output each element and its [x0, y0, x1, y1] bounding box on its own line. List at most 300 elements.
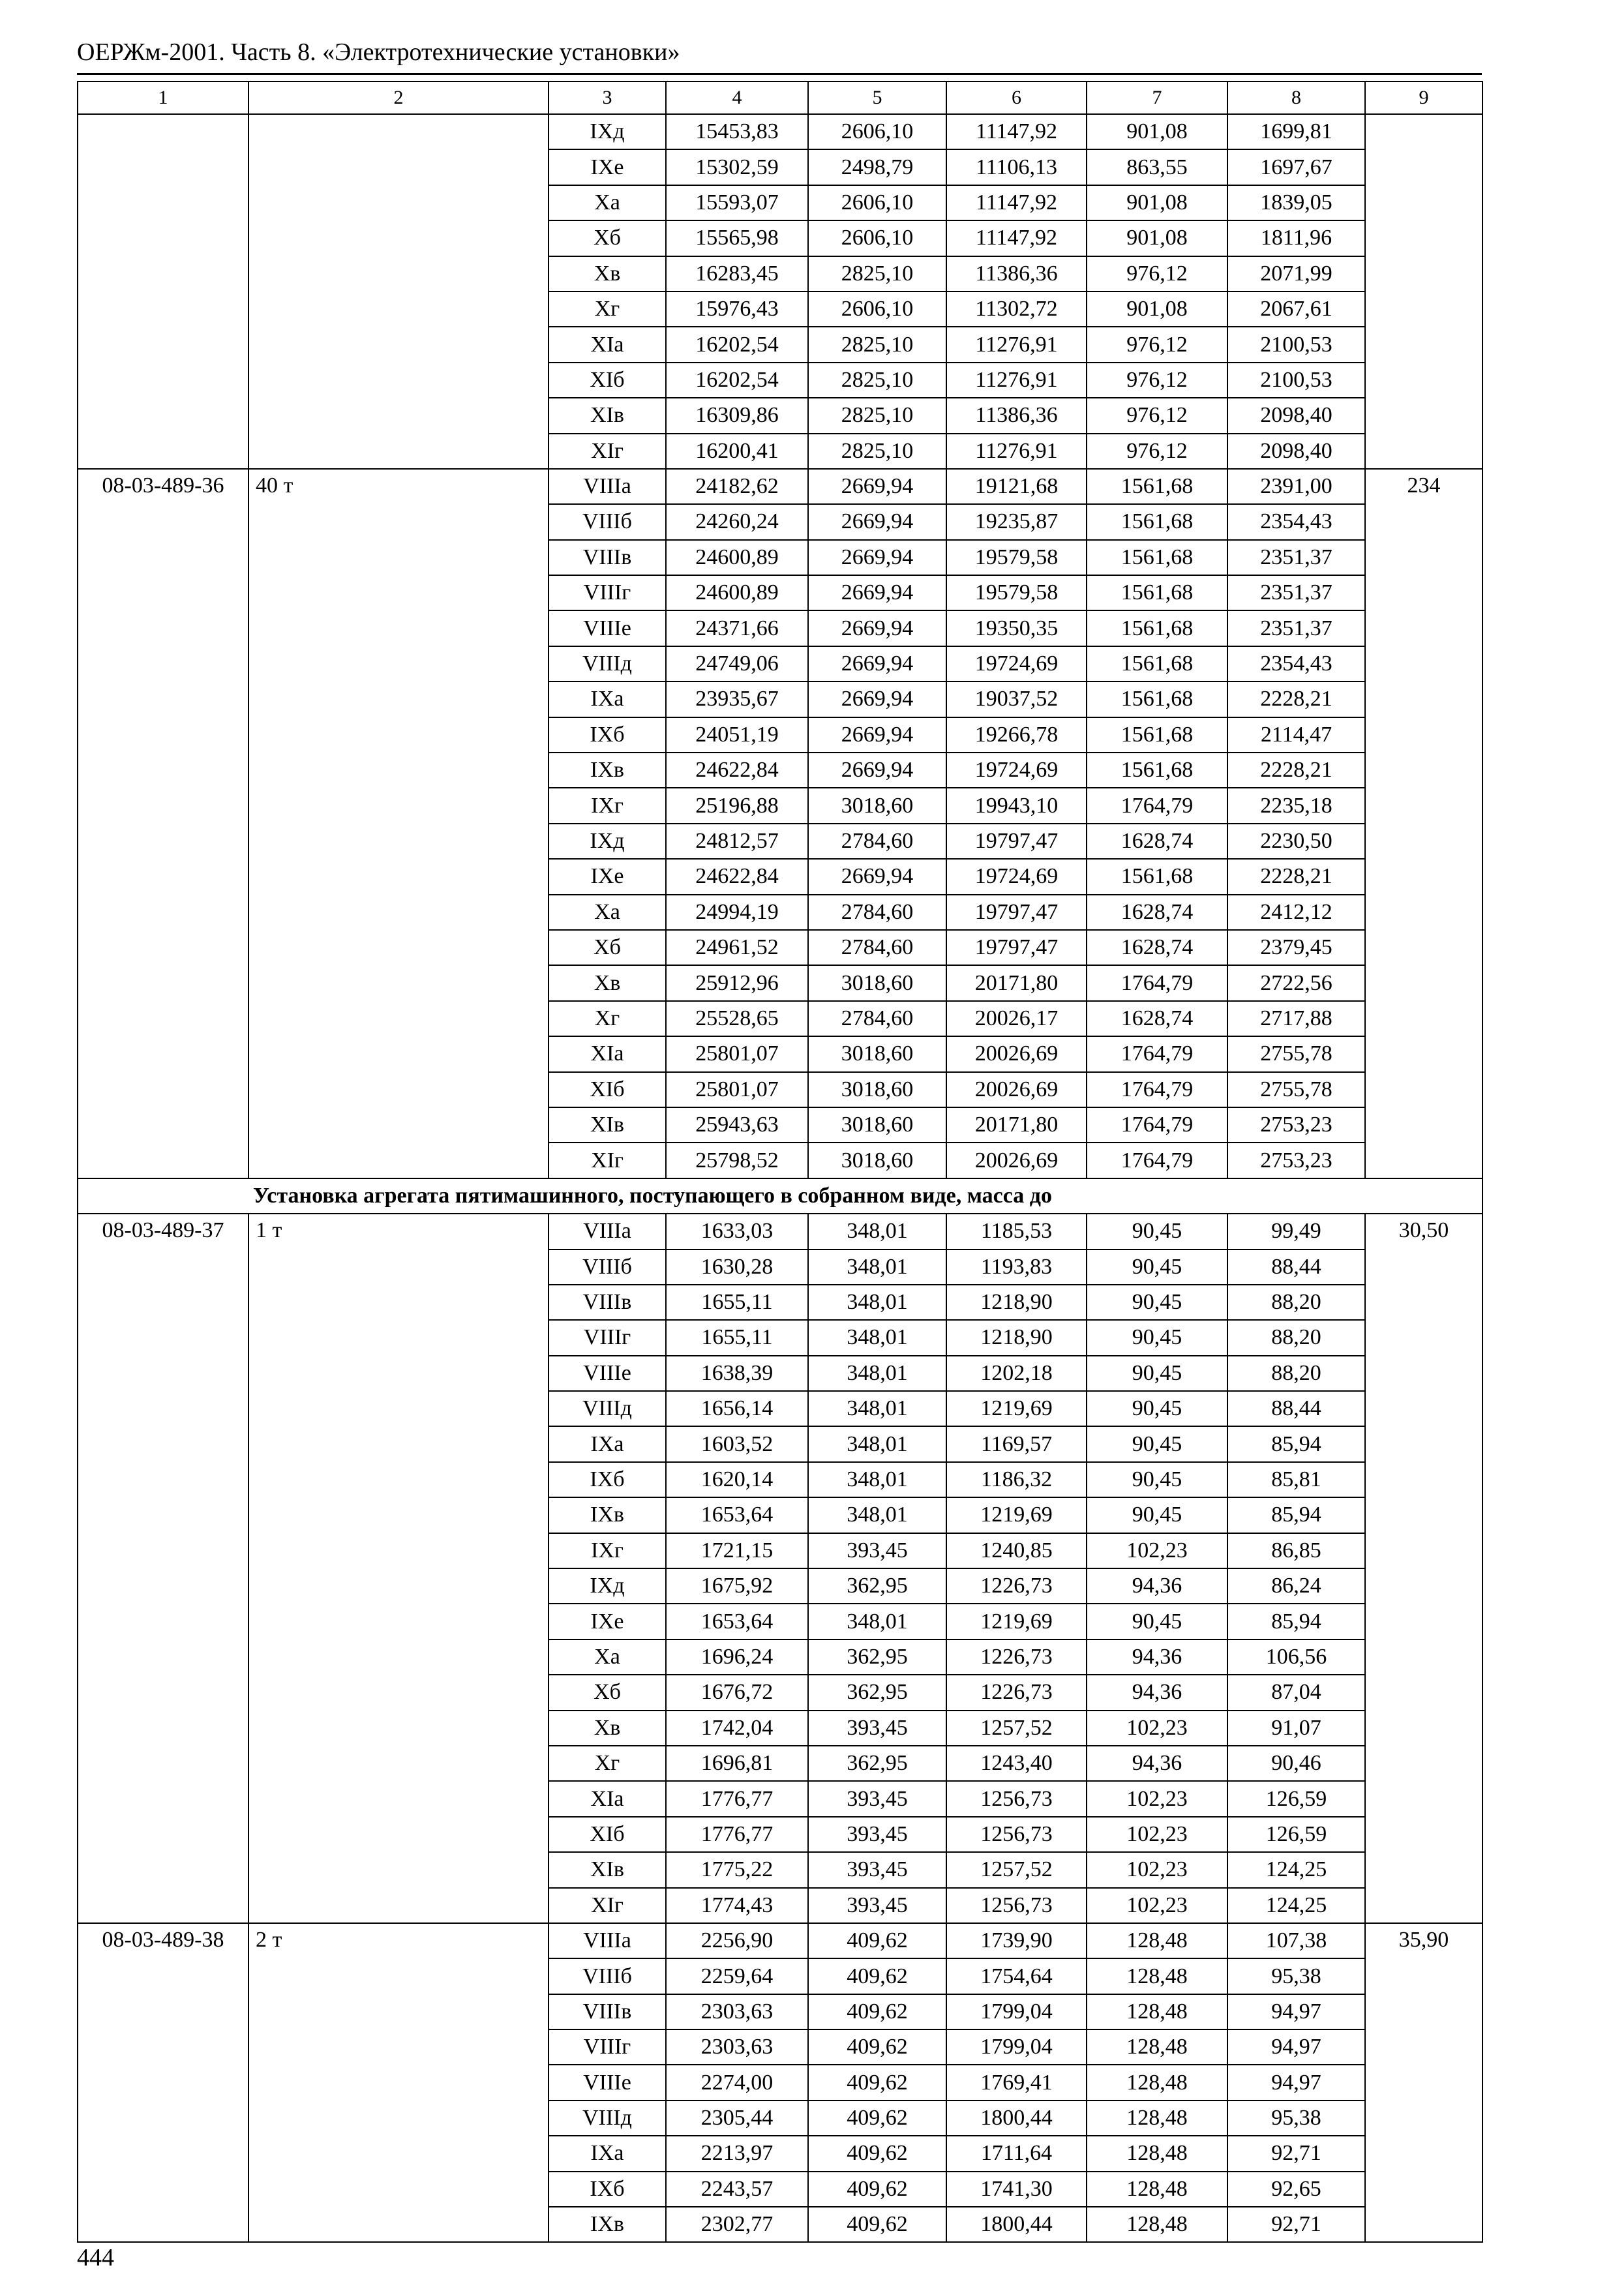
labor-cost: 2784,60	[808, 930, 946, 965]
rate-zone: XIг	[549, 1888, 666, 1923]
rate-zone: IXв	[549, 1497, 666, 1533]
total-cost: 24749,06	[666, 646, 808, 681]
labor-cost: 393,45	[808, 1781, 946, 1816]
machine-labor-cost: 90,45	[1087, 1462, 1227, 1497]
machine-labor-cost: 863,55	[1087, 149, 1227, 185]
total-cost: 1638,39	[666, 1356, 808, 1391]
rate-zone: VIIIб	[549, 1249, 666, 1285]
labor-cost: 2669,94	[808, 610, 946, 646]
material-cost: 2114,47	[1227, 717, 1365, 753]
machine-labor-cost: 901,08	[1087, 114, 1227, 149]
machine-cost: 19724,69	[946, 859, 1087, 894]
total-cost: 15976,43	[666, 292, 808, 327]
machine-cost: 1186,32	[946, 1462, 1087, 1497]
section-title: Установка агрегата пятимашинного, поступающего в собранном виде, масса до	[78, 1178, 1482, 1214]
machine-cost: 1240,85	[946, 1533, 1087, 1568]
material-cost: 2228,21	[1227, 681, 1365, 717]
machine-labor-cost: 976,12	[1087, 434, 1227, 469]
machine-cost: 19121,68	[946, 469, 1087, 504]
material-cost: 94,97	[1227, 1994, 1365, 2029]
machine-labor-cost: 1561,68	[1087, 610, 1227, 646]
rate-name	[248, 114, 549, 469]
material-cost: 2354,43	[1227, 504, 1365, 539]
total-cost: 25196,88	[666, 788, 808, 823]
machine-cost: 19797,47	[946, 824, 1087, 859]
material-cost: 106,56	[1227, 1639, 1365, 1675]
machine-cost: 19266,78	[946, 717, 1087, 753]
total-cost: 25912,96	[666, 965, 808, 1000]
labor-cost: 348,01	[808, 1426, 946, 1461]
material-cost: 2067,61	[1227, 292, 1365, 327]
total-cost: 24600,89	[666, 540, 808, 575]
rate-zone: VIIIе	[549, 1356, 666, 1391]
column-number: 2	[248, 82, 549, 114]
machine-labor-cost: 102,23	[1087, 1711, 1227, 1746]
material-cost: 1697,67	[1227, 149, 1365, 185]
machine-cost: 1256,73	[946, 1781, 1087, 1816]
material-cost: 2753,23	[1227, 1107, 1365, 1143]
machine-labor-cost: 1628,74	[1087, 1001, 1227, 1036]
section-row	[78, 1178, 1482, 1214]
material-cost: 94,97	[1227, 2029, 1365, 2065]
rate-code: 08-03-489-38	[78, 1923, 248, 2243]
material-cost: 2228,21	[1227, 753, 1365, 788]
column-number: 7	[1087, 82, 1227, 114]
labor-cost: 393,45	[808, 1711, 946, 1746]
material-cost: 91,07	[1227, 1711, 1365, 1746]
total-cost: 1675,92	[666, 1568, 808, 1604]
machine-labor-cost: 90,45	[1087, 1391, 1227, 1426]
machine-cost: 1256,73	[946, 1888, 1087, 1923]
labor-cost: 2669,94	[808, 753, 946, 788]
total-cost: 1776,77	[666, 1781, 808, 1816]
machine-cost: 19579,58	[946, 540, 1087, 575]
labor-cost: 409,62	[808, 2101, 946, 2136]
rate-zone: VIIIв	[549, 540, 666, 575]
machine-labor-cost: 1561,68	[1087, 717, 1227, 753]
rate-zone: IXд	[549, 114, 666, 149]
machine-labor-cost: 94,36	[1087, 1746, 1227, 1781]
material-cost: 2228,21	[1227, 859, 1365, 894]
labor-cost: 409,62	[808, 2207, 946, 2242]
total-cost: 1603,52	[666, 1426, 808, 1461]
machine-cost: 1219,69	[946, 1497, 1087, 1533]
material-cost: 2753,23	[1227, 1143, 1365, 1178]
rate-zone: VIIIд	[549, 2101, 666, 2136]
rate-name: 40 т	[248, 469, 549, 1178]
machine-cost: 11147,92	[946, 114, 1087, 149]
machine-labor-cost: 1628,74	[1087, 824, 1227, 859]
machine-labor-cost: 128,48	[1087, 2207, 1227, 2242]
machine-cost: 1202,18	[946, 1356, 1087, 1391]
machine-labor-cost: 1628,74	[1087, 930, 1227, 965]
machine-labor-cost: 90,45	[1087, 1214, 1227, 1249]
column-number: 6	[946, 82, 1087, 114]
equipment-mass	[1365, 114, 1482, 469]
machine-labor-cost: 128,48	[1087, 1958, 1227, 1994]
rate-zone: IXа	[549, 681, 666, 717]
total-cost: 1653,64	[666, 1604, 808, 1639]
rate-zone: XIб	[549, 1072, 666, 1107]
rate-zone: IXб	[549, 1462, 666, 1497]
machine-labor-cost: 90,45	[1087, 1320, 1227, 1355]
machine-labor-cost: 1561,68	[1087, 469, 1227, 504]
rate-zone: Xг	[549, 292, 666, 327]
machine-cost: 1219,69	[946, 1391, 1087, 1426]
material-cost: 2098,40	[1227, 398, 1365, 433]
labor-cost: 2784,60	[808, 824, 946, 859]
machine-labor-cost: 102,23	[1087, 1852, 1227, 1887]
column-number: 1	[78, 82, 248, 114]
material-cost: 2412,12	[1227, 895, 1365, 930]
material-cost: 90,46	[1227, 1746, 1365, 1781]
total-cost: 1696,81	[666, 1746, 808, 1781]
rate-zone: IXд	[549, 824, 666, 859]
machine-cost: 1741,30	[946, 2172, 1087, 2207]
total-cost: 2213,97	[666, 2136, 808, 2171]
machine-labor-cost: 90,45	[1087, 1497, 1227, 1533]
total-cost: 15565,98	[666, 220, 808, 256]
material-cost: 2100,53	[1227, 327, 1365, 362]
labor-cost: 3018,60	[808, 788, 946, 823]
material-cost: 2071,99	[1227, 256, 1365, 292]
total-cost: 15302,59	[666, 149, 808, 185]
material-cost: 2235,18	[1227, 788, 1365, 823]
machine-labor-cost: 1764,79	[1087, 965, 1227, 1000]
total-cost: 1633,03	[666, 1214, 808, 1249]
machine-labor-cost: 901,08	[1087, 220, 1227, 256]
rate-zone: XIг	[549, 1143, 666, 1178]
machine-labor-cost: 1561,68	[1087, 753, 1227, 788]
material-cost: 92,71	[1227, 2136, 1365, 2171]
machine-labor-cost: 128,48	[1087, 2101, 1227, 2136]
labor-cost: 348,01	[808, 1497, 946, 1533]
machine-cost: 1800,44	[946, 2101, 1087, 2136]
labor-cost: 2669,94	[808, 504, 946, 539]
material-cost: 85,94	[1227, 1426, 1365, 1461]
rate-zone: XIв	[549, 1852, 666, 1887]
material-cost: 2230,50	[1227, 824, 1365, 859]
machine-labor-cost: 94,36	[1087, 1568, 1227, 1604]
machine-labor-cost: 128,48	[1087, 2136, 1227, 2171]
rate-zone: Xб	[549, 220, 666, 256]
machine-cost: 19235,87	[946, 504, 1087, 539]
column-number: 5	[808, 82, 946, 114]
labor-cost: 348,01	[808, 1320, 946, 1355]
machine-labor-cost: 1561,68	[1087, 504, 1227, 539]
table-row	[78, 1923, 1482, 1958]
rate-zone: VIIIв	[549, 1285, 666, 1320]
machine-labor-cost: 128,48	[1087, 1923, 1227, 1958]
material-cost: 88,44	[1227, 1391, 1365, 1426]
machine-cost: 1226,73	[946, 1568, 1087, 1604]
labor-cost: 348,01	[808, 1214, 946, 1249]
total-cost: 2302,77	[666, 2207, 808, 2242]
total-cost: 1696,24	[666, 1639, 808, 1675]
rate-zone: Xв	[549, 965, 666, 1000]
labor-cost: 3018,60	[808, 1143, 946, 1178]
labor-cost: 348,01	[808, 1391, 946, 1426]
machine-labor-cost: 1764,79	[1087, 1036, 1227, 1071]
labor-cost: 2825,10	[808, 398, 946, 433]
material-cost: 88,20	[1227, 1285, 1365, 1320]
machine-cost: 1226,73	[946, 1639, 1087, 1675]
machine-cost: 11386,36	[946, 398, 1087, 433]
machine-cost: 20171,80	[946, 965, 1087, 1000]
rate-zone: IXг	[549, 788, 666, 823]
rate-zone: XIа	[549, 1036, 666, 1071]
labor-cost: 2669,94	[808, 646, 946, 681]
rate-zone: XIв	[549, 1107, 666, 1143]
total-cost: 1742,04	[666, 1711, 808, 1746]
labor-cost: 3018,60	[808, 1072, 946, 1107]
machine-cost: 1256,73	[946, 1817, 1087, 1852]
rate-zone: VIIIг	[549, 575, 666, 610]
labor-cost: 2784,60	[808, 895, 946, 930]
total-cost: 2305,44	[666, 2101, 808, 2136]
labor-cost: 409,62	[808, 2172, 946, 2207]
total-cost: 2303,63	[666, 2029, 808, 2065]
machine-labor-cost: 1561,68	[1087, 575, 1227, 610]
rate-zone: IXе	[549, 859, 666, 894]
column-number-row	[78, 82, 1482, 114]
total-cost: 2256,90	[666, 1923, 808, 1958]
labor-cost: 2606,10	[808, 185, 946, 220]
material-cost: 2717,88	[1227, 1001, 1365, 1036]
labor-cost: 362,95	[808, 1675, 946, 1710]
machine-labor-cost: 102,23	[1087, 1533, 1227, 1568]
labor-cost: 348,01	[808, 1462, 946, 1497]
rate-zone: Xг	[549, 1746, 666, 1781]
material-cost: 1699,81	[1227, 114, 1365, 149]
machine-cost: 11386,36	[946, 256, 1087, 292]
material-cost: 2722,56	[1227, 965, 1365, 1000]
rate-zone: Xа	[549, 185, 666, 220]
total-cost: 15453,83	[666, 114, 808, 149]
rate-code: 08-03-489-37	[78, 1214, 248, 1923]
material-cost: 88,20	[1227, 1320, 1365, 1355]
rate-zone: VIIIд	[549, 646, 666, 681]
machine-labor-cost: 1764,79	[1087, 1143, 1227, 1178]
machine-labor-cost: 1628,74	[1087, 895, 1227, 930]
rate-name: 2 т	[248, 1923, 549, 2243]
total-cost: 24600,89	[666, 575, 808, 610]
rate-zone: IXв	[549, 2207, 666, 2242]
total-cost: 23935,67	[666, 681, 808, 717]
machine-labor-cost: 90,45	[1087, 1249, 1227, 1285]
rate-zone: VIIIе	[549, 610, 666, 646]
rate-zone: VIIIа	[549, 1214, 666, 1249]
rate-name: 1 т	[248, 1214, 549, 1923]
total-cost: 16200,41	[666, 434, 808, 469]
labor-cost: 362,95	[808, 1639, 946, 1675]
total-cost: 16283,45	[666, 256, 808, 292]
column-number: 9	[1365, 82, 1482, 114]
machine-cost: 1754,64	[946, 1958, 1087, 1994]
total-cost: 16202,54	[666, 363, 808, 398]
machine-labor-cost: 90,45	[1087, 1356, 1227, 1391]
labor-cost: 409,62	[808, 1923, 946, 1958]
total-cost: 2243,57	[666, 2172, 808, 2207]
total-cost: 24260,24	[666, 504, 808, 539]
total-cost: 25943,63	[666, 1107, 808, 1143]
machine-labor-cost: 1764,79	[1087, 1072, 1227, 1107]
machine-cost: 20026,17	[946, 1001, 1087, 1036]
page-number: 444	[77, 2244, 114, 2271]
header-rule	[77, 73, 1482, 75]
rate-zone: IXб	[549, 2172, 666, 2207]
labor-cost: 409,62	[808, 2136, 946, 2171]
rate-zone: XIа	[549, 327, 666, 362]
rate-zone: XIа	[549, 1781, 666, 1816]
machine-labor-cost: 976,12	[1087, 256, 1227, 292]
machine-cost: 11147,92	[946, 220, 1087, 256]
rate-zone: VIIIд	[549, 1391, 666, 1426]
material-cost: 124,25	[1227, 1888, 1365, 1923]
rate-zone: Xа	[549, 895, 666, 930]
material-cost: 1811,96	[1227, 220, 1365, 256]
labor-cost: 2825,10	[808, 327, 946, 362]
labor-cost: 2669,94	[808, 681, 946, 717]
labor-cost: 393,45	[808, 1888, 946, 1923]
total-cost: 24961,52	[666, 930, 808, 965]
total-cost: 2259,64	[666, 1958, 808, 1994]
material-cost: 1839,05	[1227, 185, 1365, 220]
rate-zone: Xб	[549, 930, 666, 965]
material-cost: 92,71	[1227, 2207, 1365, 2242]
total-cost: 1620,14	[666, 1462, 808, 1497]
rate-zone: VIIIа	[549, 469, 666, 504]
labor-cost: 348,01	[808, 1285, 946, 1320]
total-cost: 24371,66	[666, 610, 808, 646]
machine-cost: 1739,90	[946, 1923, 1087, 1958]
total-cost: 1655,11	[666, 1320, 808, 1355]
labor-cost: 3018,60	[808, 965, 946, 1000]
rates-table	[77, 81, 1483, 2243]
machine-cost: 1219,69	[946, 1604, 1087, 1639]
material-cost: 2351,37	[1227, 610, 1365, 646]
machine-cost: 1257,52	[946, 1711, 1087, 1746]
machine-cost: 1218,90	[946, 1285, 1087, 1320]
material-cost: 85,94	[1227, 1497, 1365, 1533]
material-cost: 2100,53	[1227, 363, 1365, 398]
machine-cost: 1185,53	[946, 1214, 1087, 1249]
material-cost: 124,25	[1227, 1852, 1365, 1887]
machine-labor-cost: 901,08	[1087, 185, 1227, 220]
rate-zone: IXб	[549, 717, 666, 753]
material-cost: 94,97	[1227, 2065, 1365, 2100]
labor-cost: 2669,94	[808, 575, 946, 610]
labor-cost: 2825,10	[808, 434, 946, 469]
column-number: 3	[549, 82, 666, 114]
labor-cost: 2825,10	[808, 256, 946, 292]
machine-cost: 19724,69	[946, 753, 1087, 788]
rate-zone: Xв	[549, 256, 666, 292]
labor-cost: 2498,79	[808, 149, 946, 185]
page-header: ОЕРЖм-2001. Часть 8. «Электротехнические установки»	[77, 38, 680, 66]
material-cost: 107,38	[1227, 1923, 1365, 1958]
table-body	[78, 82, 1482, 2242]
machine-labor-cost: 102,23	[1087, 1817, 1227, 1852]
labor-cost: 2669,94	[808, 717, 946, 753]
labor-cost: 348,01	[808, 1604, 946, 1639]
material-cost: 85,81	[1227, 1462, 1365, 1497]
equipment-mass: 30,50	[1365, 1214, 1482, 1923]
material-cost: 126,59	[1227, 1781, 1365, 1816]
machine-cost: 20171,80	[946, 1107, 1087, 1143]
rate-zone: VIIIб	[549, 1958, 666, 1994]
labor-cost: 2669,94	[808, 469, 946, 504]
machine-cost: 1169,57	[946, 1426, 1087, 1461]
machine-labor-cost: 976,12	[1087, 398, 1227, 433]
machine-labor-cost: 1561,68	[1087, 646, 1227, 681]
equipment-mass: 234	[1365, 469, 1482, 1178]
labor-cost: 348,01	[808, 1249, 946, 1285]
rate-code: 08-03-489-36	[78, 469, 248, 1178]
total-cost: 1775,22	[666, 1852, 808, 1887]
machine-cost: 20026,69	[946, 1072, 1087, 1107]
machine-cost: 1800,44	[946, 2207, 1087, 2242]
total-cost: 1774,43	[666, 1888, 808, 1923]
machine-cost: 19797,47	[946, 930, 1087, 965]
rate-zone: Xа	[549, 1639, 666, 1675]
total-cost: 15593,07	[666, 185, 808, 220]
machine-labor-cost: 90,45	[1087, 1604, 1227, 1639]
rate-code	[78, 114, 248, 469]
total-cost: 1721,15	[666, 1533, 808, 1568]
rate-zone: IXа	[549, 1426, 666, 1461]
total-cost: 25798,52	[666, 1143, 808, 1178]
total-cost: 1653,64	[666, 1497, 808, 1533]
machine-cost: 19943,10	[946, 788, 1087, 823]
rate-zone: VIIIа	[549, 1923, 666, 1958]
total-cost: 1630,28	[666, 1249, 808, 1285]
total-cost: 24622,84	[666, 753, 808, 788]
column-number: 8	[1227, 82, 1365, 114]
machine-labor-cost: 901,08	[1087, 292, 1227, 327]
machine-cost: 1257,52	[946, 1852, 1087, 1887]
material-cost: 85,94	[1227, 1604, 1365, 1639]
material-cost: 2755,78	[1227, 1072, 1365, 1107]
material-cost: 2391,00	[1227, 469, 1365, 504]
labor-cost: 362,95	[808, 1568, 946, 1604]
material-cost: 95,38	[1227, 2101, 1365, 2136]
machine-cost: 20026,69	[946, 1143, 1087, 1178]
machine-cost: 1218,90	[946, 1320, 1087, 1355]
rate-zone: XIг	[549, 434, 666, 469]
material-cost: 87,04	[1227, 1675, 1365, 1710]
material-cost: 86,24	[1227, 1568, 1365, 1604]
table-row	[78, 469, 1482, 504]
total-cost: 1655,11	[666, 1285, 808, 1320]
machine-cost: 11276,91	[946, 327, 1087, 362]
rate-zone: VIIIб	[549, 504, 666, 539]
machine-cost: 1799,04	[946, 1994, 1087, 2029]
machine-labor-cost: 976,12	[1087, 327, 1227, 362]
machine-labor-cost: 1561,68	[1087, 540, 1227, 575]
machine-cost: 19037,52	[946, 681, 1087, 717]
rate-zone: VIIIе	[549, 2065, 666, 2100]
machine-cost: 1799,04	[946, 2029, 1087, 2065]
labor-cost: 2606,10	[808, 292, 946, 327]
machine-cost: 1193,83	[946, 1249, 1087, 1285]
machine-labor-cost: 128,48	[1087, 2065, 1227, 2100]
total-cost: 24622,84	[666, 859, 808, 894]
rate-zone: Xв	[549, 1711, 666, 1746]
labor-cost: 393,45	[808, 1852, 946, 1887]
material-cost: 99,49	[1227, 1214, 1365, 1249]
total-cost: 1676,72	[666, 1675, 808, 1710]
